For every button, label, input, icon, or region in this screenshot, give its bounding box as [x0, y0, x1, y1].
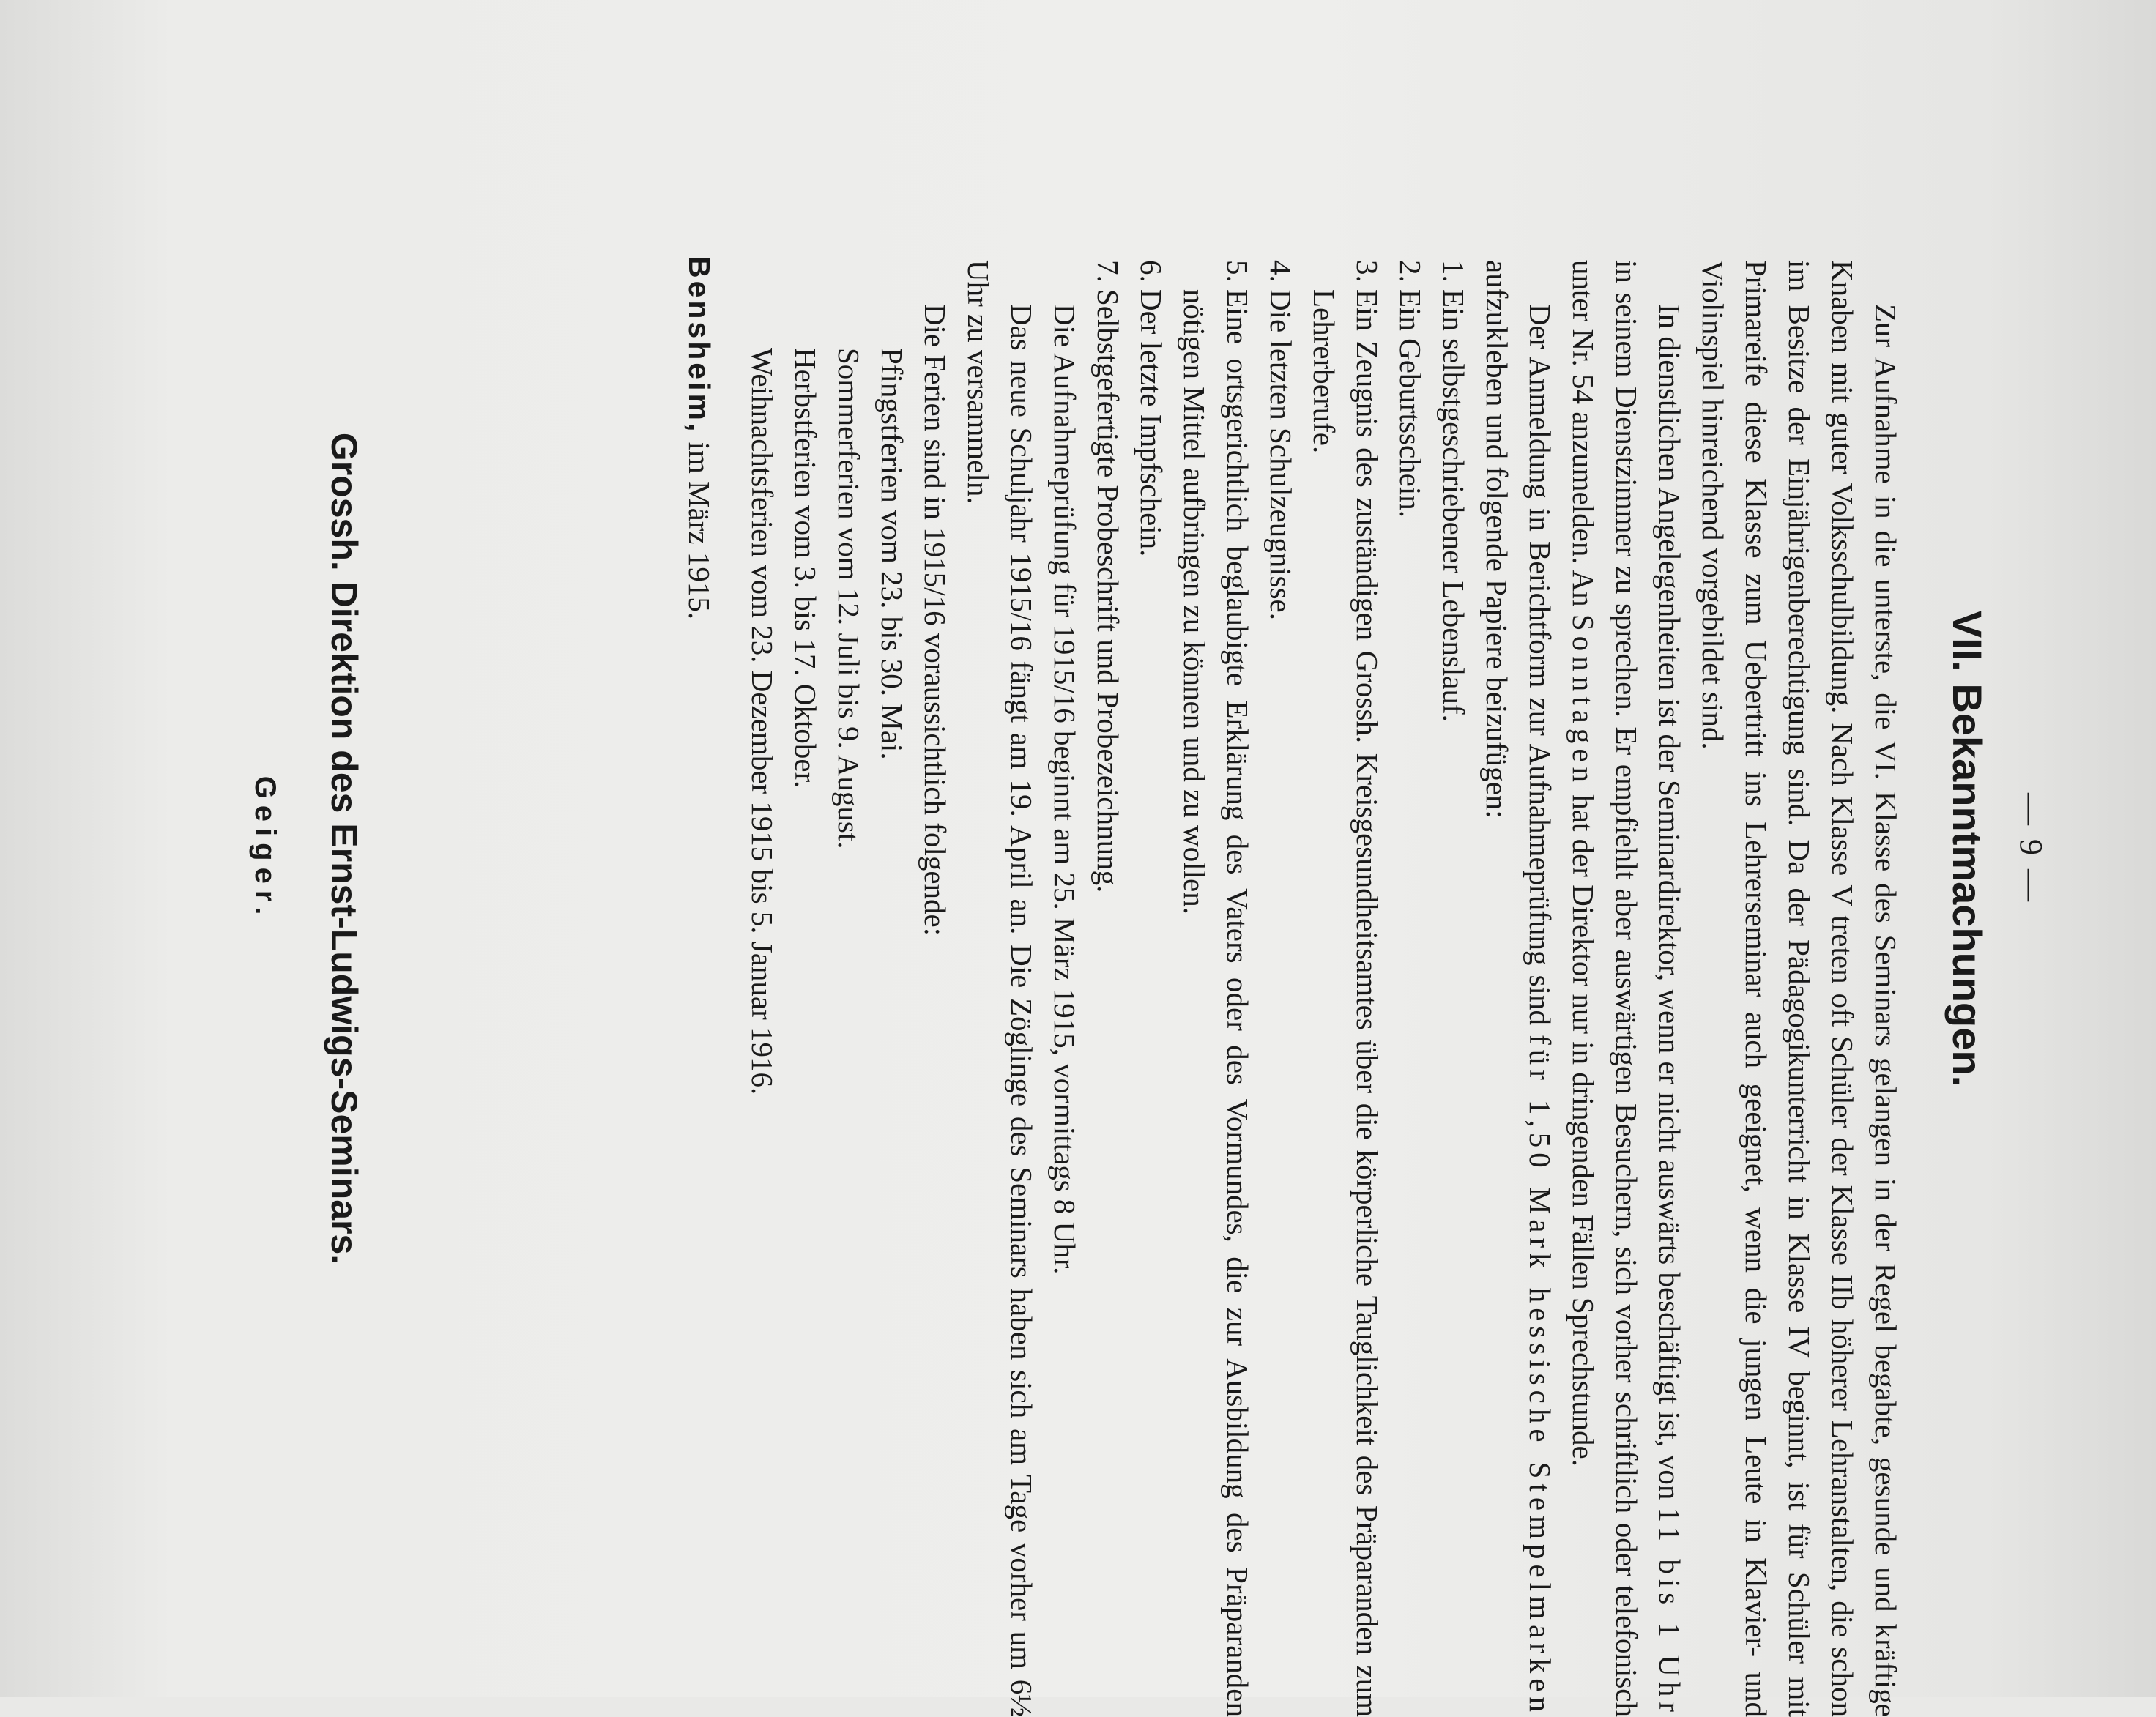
- direktion-signature: Grossh. Direktion des Ernst-Ludwigs-Seminars.: [324, 432, 365, 1265]
- paragraph-schuljahr: Das neue Schuljahr 1915/16 fängt am 19. April an. Die Zöglinge des Seminars haben sich am Tage vorher um 6½ Uhr zu versammeln.: [962, 260, 1038, 1717]
- list-text: Selbstgefertigte Probeschrift und Probezeichnung.: [1091, 289, 1125, 893]
- list-text: Der letzte Impfschein.: [1134, 289, 1168, 557]
- signer-name: Geiger.: [249, 775, 281, 922]
- list-number: 5.: [1221, 260, 1254, 283]
- ferien-item: Herbstferien vom 3. bis 17. Oktober.: [789, 348, 822, 789]
- spaced-text: Sonntagen: [1566, 614, 1600, 788]
- list-text: Ein Zeugnis des zuständigen Grossh. Kreisgesundheitsamtes über die körperliche Tauglichkeit des Präparanden zum Lehrerberufe.: [1307, 289, 1384, 1717]
- list-number: 2.: [1394, 260, 1427, 283]
- ferien-list: [740, 348, 913, 1717]
- paragraph-sprechstunde: [1561, 260, 1691, 1717]
- text-span: Der Anmeldung in Berichtform zur Aufnahmeprüfung sind: [1523, 304, 1557, 1035]
- ferien-item: Sommerferien vom 12. Juli bis 9. August.: [832, 348, 866, 849]
- list-text: Die letzten Schulzeugnisse.: [1264, 289, 1298, 621]
- spaced-text: für 1,50 Mark hessische Stempelmarken: [1523, 1035, 1557, 1717]
- ferien-item: Weihnachtsferien vom 23. Dezember 1915 bis 5. Januar 1916.: [746, 348, 779, 1095]
- text-span: In dienstlichen Angelegenheiten ist der Seminardirektor, wenn er nicht auswärts beschäftigt ist, von: [1653, 304, 1687, 1508]
- place-name: Bensheim,: [683, 256, 716, 435]
- list-text: Ein Geburtsschein.: [1394, 289, 1427, 518]
- paragraph-aufnahmepruefung: Die Aufnahmeprüfung für 1915/16 beginnt am 25. März 1915, vormittags 8 Uhr.: [1048, 304, 1082, 1275]
- date-text: im März 1915.: [683, 434, 716, 620]
- list-item: [1086, 260, 1129, 1717]
- ferien-item: Pfingstferien vom 23. bis 30. Mai.: [875, 348, 909, 760]
- text-span: in seinem Dienstzimmer zu sprechen. Er empfiehlt aber auswärtigen Besuchern, sich vorher schriftlich oder telefonisch unter Nr. 54 anzumelden. An: [1566, 260, 1643, 1717]
- section-title: VII. Bekanntmachungen.: [1944, 610, 1990, 1087]
- place-date: [682, 256, 717, 988]
- list-item: [1302, 260, 1389, 1717]
- text-span: hat der Direktor nur in dringenden Fällen Sprechstunde.: [1566, 787, 1600, 1467]
- list-text: Ein selbstgeschriebener Lebenslauf.: [1437, 289, 1471, 722]
- list-number: 7.: [1091, 260, 1125, 283]
- papers-list: [1086, 260, 1475, 1717]
- list-item: [1172, 260, 1259, 1717]
- list-item: [1432, 260, 1475, 1717]
- list-item: [1389, 260, 1432, 1717]
- text-span: aufzukleben und folgende Papiere beizufügen:: [1480, 260, 1514, 819]
- spaced-text: 11 bis 1 Uhr: [1653, 1507, 1687, 1717]
- body-text: [740, 260, 1907, 1717]
- list-text: Eine ortsgerichtlich beglaubigte Erklärung des Vaters oder des Vormundes, die zur Ausbildung des Präparanden nötigen Mittel aufbringen zu können und zu wollen.: [1178, 289, 1254, 1717]
- paragraph-aufnahme: Zur Aufnahme in die unterste, die VI. Klasse des Seminars gelangen in der Regel begabte, gesunde und kräftige Knaben mit guter Volksschulbildung. Nach Klasse V treten oft Schüler der Klasse IIb höherer Lehranstalten, die schon im Besitze der Einjährigenberechtigung sind. Da der Pädagogikunterricht in Klasse IV beginnt, ist für Schüler mit Primareife diese Klasse zum Uebertritt ins Lehrerseminar auch geeignet, wenn die jungen Leute in Klavier- und Violinspiel hinreichend vorgebildet sind.: [1696, 260, 1903, 1717]
- list-number: 3.: [1350, 260, 1384, 283]
- list-item: [1129, 260, 1172, 1717]
- list-number: 1.: [1437, 260, 1471, 283]
- list-item: [1259, 260, 1302, 1717]
- paragraph-ferien-intro: Die Ferien sind in 1915/16 voraussichtlich folgende:: [918, 304, 952, 936]
- page-number: — 9 —: [2013, 793, 2049, 904]
- paragraph-anmeldung: [1475, 260, 1561, 1717]
- list-number: 4.: [1264, 260, 1298, 283]
- list-number: 6.: [1134, 260, 1168, 283]
